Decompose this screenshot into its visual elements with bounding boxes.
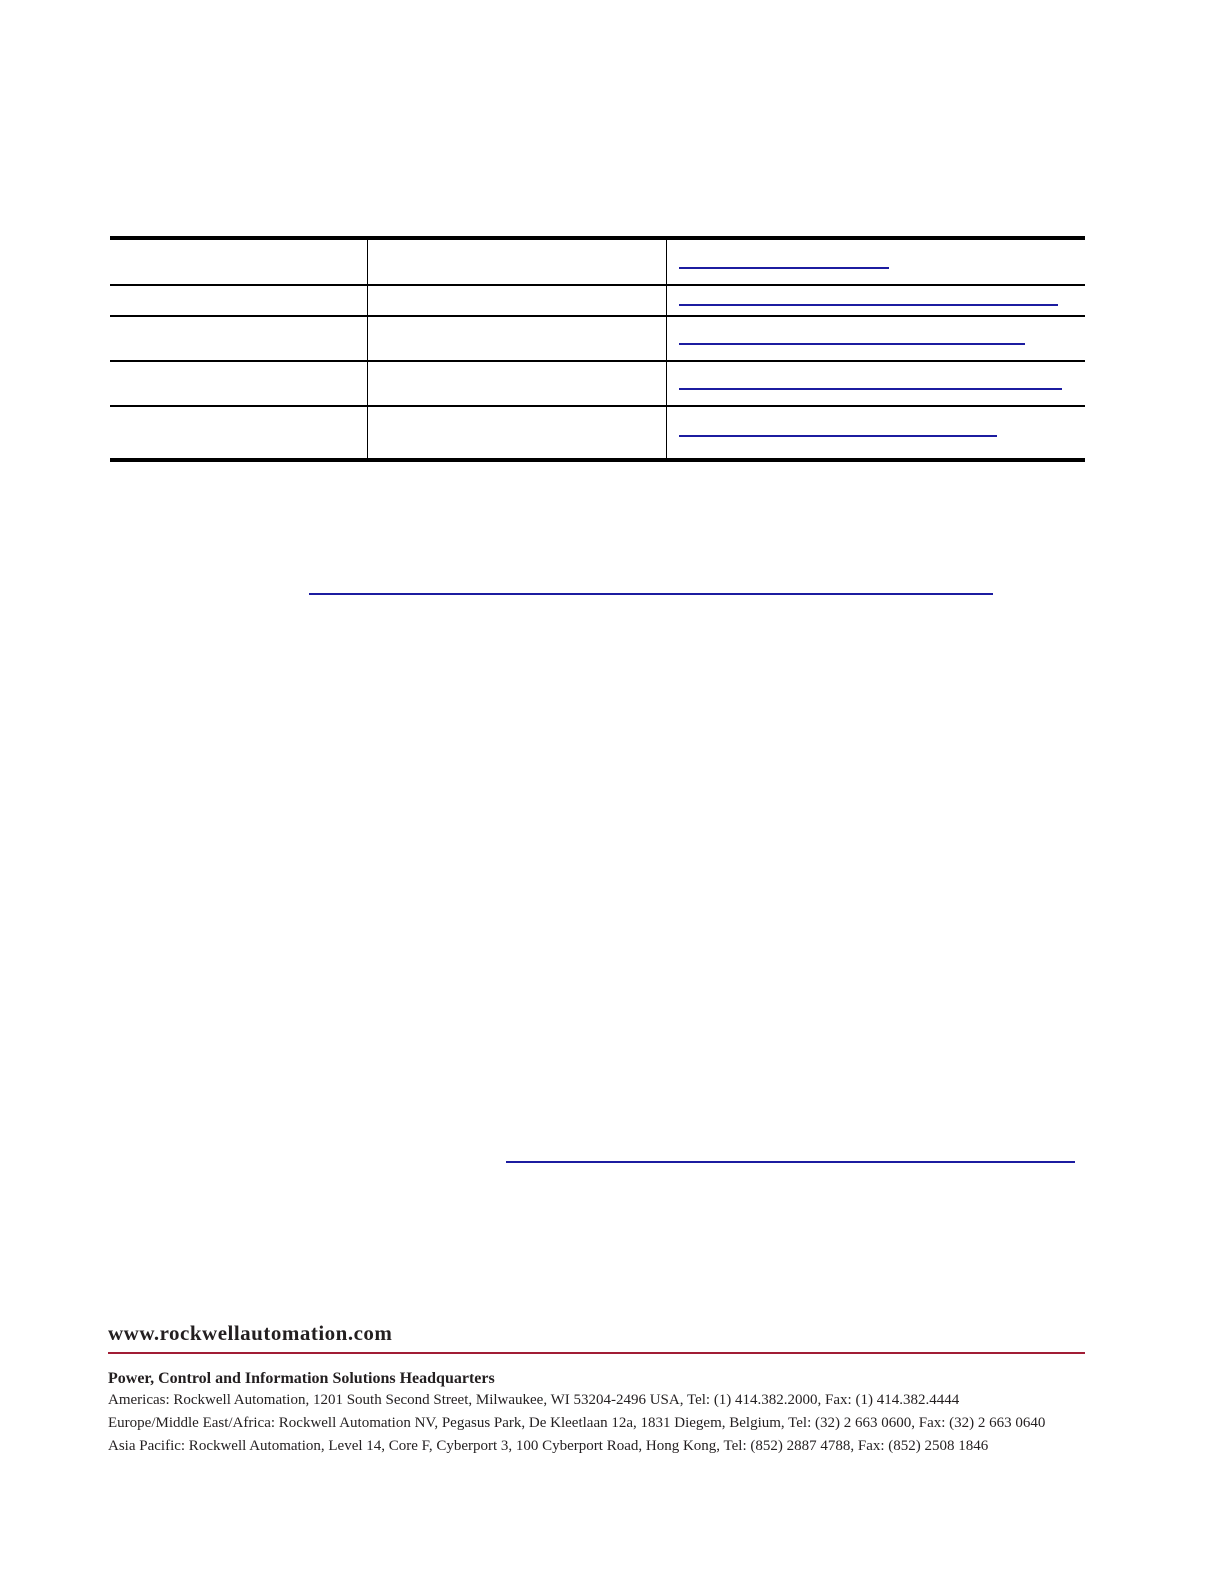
table-row (110, 362, 1085, 407)
link-underline[interactable] (309, 593, 993, 595)
address-line-americas: Americas: Rockwell Automation, 1201 South Second Street, Milwaukee, WI 53204-2496 USA, Tel: (1) 414.382.2000, Fax: (1) 414.382.4444 (108, 1392, 960, 1408)
footer-rule (108, 1352, 1085, 1354)
link-underline[interactable] (506, 1161, 1075, 1163)
address-line-europe: Europe/Middle East/Africa: Rockwell Automation NV, Pegasus Park, De Kleetlaan 12a, 1831 Diegem, Belgium, Tel: (32) 2 663 0600, Fax: (32) 2 663 0640 (108, 1415, 1046, 1431)
table-column-separator (666, 240, 667, 458)
resources-table (110, 236, 1085, 462)
link-underline[interactable] (679, 435, 997, 437)
website-link[interactable]: www.rockwellautomation.com (108, 1321, 393, 1345)
link-underline[interactable] (679, 343, 1025, 345)
table-row (110, 317, 1085, 362)
address-block (108, 1389, 1045, 1458)
link-underline[interactable] (679, 304, 1058, 306)
table-row (110, 286, 1085, 317)
link-underline[interactable] (679, 267, 889, 269)
table-column-separator (367, 240, 368, 458)
table-row (110, 407, 1085, 458)
headquarters-heading: Power, Control and Information Solutions Headquarters (108, 1370, 495, 1387)
link-underline[interactable] (679, 388, 1062, 390)
address-line-asia-pacific: Asia Pacific: Rockwell Automation, Level 14, Core F, Cyberport 3, 100 Cyberport Road, Hong Kong, Tel: (852) 2887 4788, Fax: (852) 2508 1846 (108, 1438, 989, 1454)
table-row (110, 240, 1085, 286)
